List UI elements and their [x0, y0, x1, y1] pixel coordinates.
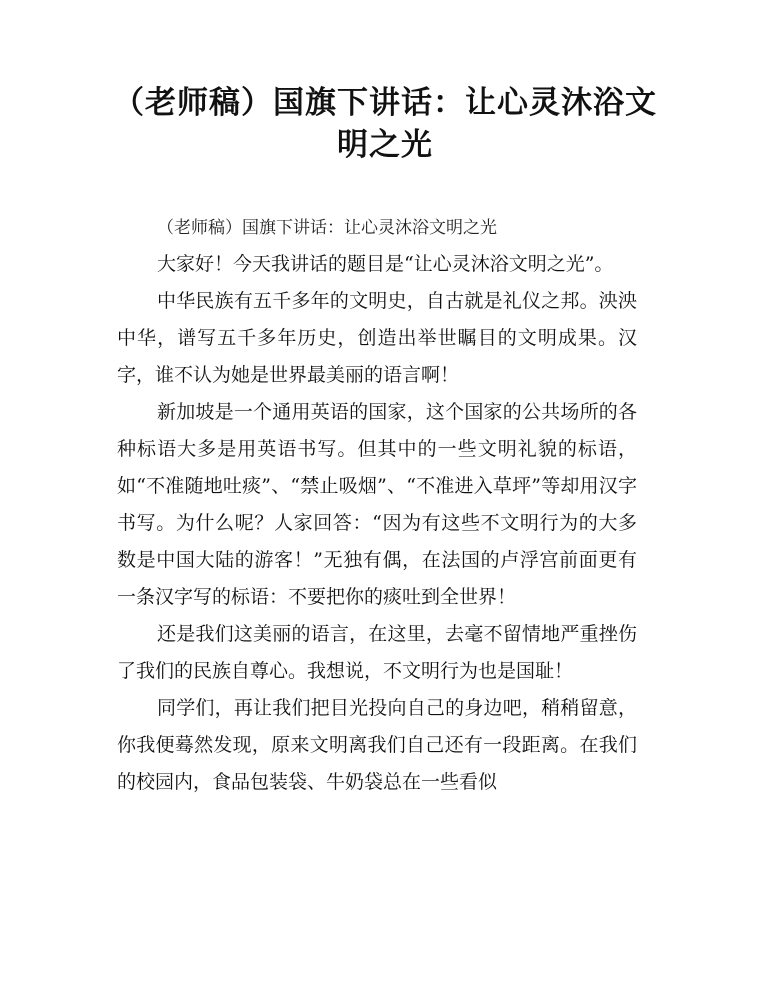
paragraph-national-shame: 还是我们这美丽的语言，在这里，去毫不留情地严重挫伤了我们的民族自尊心。我想说，不文明行为也是国耻！ [117, 623, 637, 682]
document-title: （老师稿）国旗下讲话：让心灵沐浴文明之光 [113, 85, 657, 163]
paragraph-civilization-history: 中华民族有五千多年的文明史，自古就是礼仪之邦。泱泱中华，谱写五千多年历史，创造出举世瞩目的文明成果。汉字，谁不认为她是世界最美丽的语言啊！ [117, 290, 637, 386]
paragraph-campus: 同学们，再让我们把目光投向自己的身边吧，稍稍留意，你我便蓦然发现，原来文明离我们自己还有一段距离。在我们的校园内，食品包装袋、牛奶袋总在一些看似 [117, 697, 637, 793]
document-body [117, 210, 637, 801]
paragraph-greeting: 大家好！今天我讲话的题目是“让心灵沐浴文明之光”。 [157, 253, 614, 275]
paragraph-singapore-signs: 新加坡是一个通用英语的国家，这个国家的公共场所的各种标语大多是用英语书写。但其中的一些文明礼貌的标语，如“不准随地吐痰”、“禁止吸烟”、“不准进入草坪”等却用汉字书写。为什么呢？人家回答：“因为有这些不文明行为的大多数是中国大陆的游客！”无独有偶，在法国的卢浮宫前面更有一条汉字写的标语：不要把你的痰吐到全世界！ [117, 401, 637, 608]
document-subtitle: （老师稿）国旗下讲话：让心灵沐浴文明之光 [157, 218, 497, 238]
